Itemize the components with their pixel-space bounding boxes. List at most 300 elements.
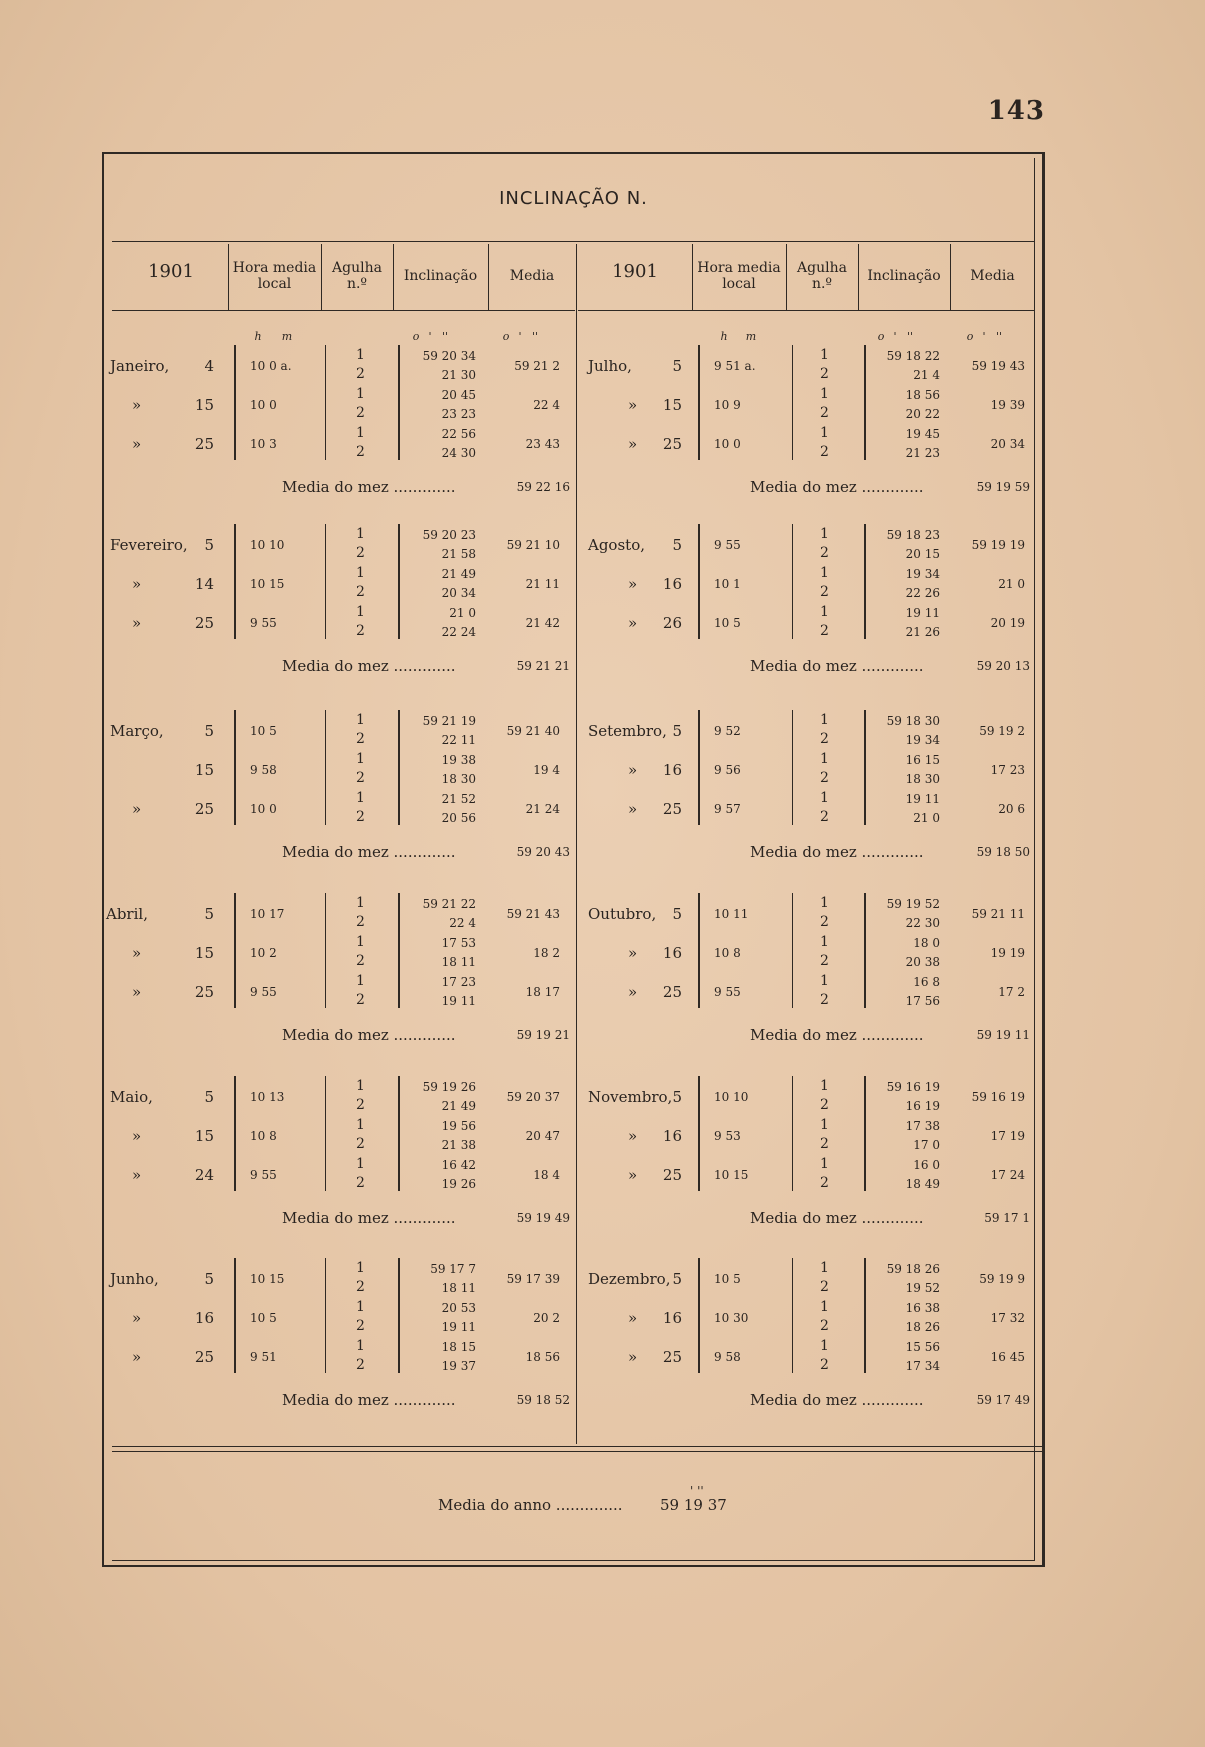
right-m4-r0-agulha-2: 2 (820, 1097, 829, 1113)
left-m4-r0-media: 59 20 37 (506, 1090, 560, 1104)
left-m0-r1-incl-2: 23 23 (441, 407, 476, 421)
left-m1-r1-agulha-2: 2 (356, 584, 365, 600)
right-m0-r0-media: 59 19 43 (971, 359, 1025, 373)
left-m2-r1-agulha-2: 2 (356, 770, 365, 786)
right-m1-r2-day: 26 (662, 614, 682, 632)
right-m1-r2-agulha-2: 2 (820, 623, 829, 639)
right-unit-m: m (745, 330, 757, 343)
right-m0-mez-value: 59 19 59 (976, 480, 1030, 494)
right-unit-inc-deg: o (877, 330, 885, 343)
left-m5-r2-time: 9 51 (250, 1350, 277, 1364)
left-m5-r2-ditto: » (132, 1348, 142, 1366)
left-unit-inc-min: ' (428, 330, 432, 343)
right-m5-month: Dezembro, (588, 1270, 671, 1288)
right-m2-r0-incl-1: 59 18 30 (886, 714, 940, 728)
right-m1-r2-incl-2: 21 26 (905, 625, 940, 639)
left-m2-bar-agulha (325, 710, 326, 825)
left-m0-r1-media: 22 4 (533, 398, 560, 412)
right-m4-r1-time: 9 53 (714, 1129, 741, 1143)
left-m1-r2-agulha-1: 1 (356, 604, 365, 620)
left-m3-r1-agulha-2: 2 (356, 953, 365, 969)
left-m1-r1-incl-2: 20 34 (441, 586, 476, 600)
right-m2-r1-day: 16 (662, 761, 682, 779)
right-m1-r2-agulha-1: 1 (820, 604, 829, 620)
right-m4-r1-day: 16 (662, 1127, 682, 1145)
left-m0-r2-incl-2: 24 30 (441, 446, 476, 460)
left-m0-r2-incl-1: 22 56 (441, 427, 476, 441)
right-m3-r1-agulha-2: 2 (820, 953, 829, 969)
left-m1-bar-agulha (325, 524, 326, 639)
right-m5-mez-label: Media do mez ............. (750, 1391, 924, 1409)
left-m4-r2-time: 9 55 (250, 1168, 277, 1182)
left-m1-r2-incl-2: 22 24 (441, 625, 476, 639)
left-m4-bar-agulha (325, 1076, 326, 1191)
left-m0-r2-media: 23 43 (525, 437, 560, 451)
left-m5-r2-agulha-2: 2 (356, 1357, 365, 1373)
right-m0-r1-agulha-2: 2 (820, 405, 829, 421)
left-m4-r0-time: 10 13 (250, 1090, 285, 1104)
left-m1-mez-value: 59 21 21 (516, 659, 570, 673)
left-m3-r1-day: 15 (194, 944, 214, 962)
right-m5-r2-incl-2: 17 34 (905, 1359, 940, 1373)
left-m3-r2-agulha-2: 2 (356, 992, 365, 1008)
left-m3-bar-incl (398, 893, 400, 1008)
left-m1-r2-media: 21 42 (525, 616, 560, 630)
left-m2-r0-agulha-2: 2 (356, 731, 365, 747)
right-m4-bar-incl (864, 1076, 866, 1191)
left-m2-r2-day: 25 (194, 800, 214, 818)
left-m4-mez-value: 59 19 49 (516, 1211, 570, 1225)
right-m3-r0-agulha-1: 1 (820, 895, 829, 911)
bottom-rule-2 (112, 1451, 1045, 1452)
left-m2-month: Março, (110, 722, 164, 740)
right-m3-r1-ditto: » (628, 944, 638, 962)
right-m0-r0-agulha-2: 2 (820, 366, 829, 382)
right-m2-r1-ditto: » (628, 761, 638, 779)
right-m3-r1-media: 19 19 (990, 946, 1025, 960)
left-m2-r2-ditto: » (132, 800, 142, 818)
left-m4-r0-agulha-2: 2 (356, 1097, 365, 1113)
left-m4-r1-ditto: » (132, 1127, 142, 1145)
right-m1-bar-agulha (792, 524, 793, 639)
left-m3-r1-agulha-1: 1 (356, 934, 365, 950)
left-m3-r2-ditto: » (132, 983, 142, 1001)
left-unit-h: h (254, 330, 262, 343)
right-m2-r0-media: 59 19 2 (979, 724, 1025, 738)
right-m4-r0-time: 10 10 (714, 1090, 749, 1104)
left-m4-r1-time: 10 8 (250, 1129, 277, 1143)
left-m1-r0-agulha-1: 1 (356, 526, 365, 542)
right-m4-r0-day: 5 (672, 1088, 682, 1106)
left-m0-r2-time: 10 3 (250, 437, 277, 451)
left-m4-r2-incl-1: 16 42 (441, 1158, 476, 1172)
right-m0-r0-time: 9 51 a. (714, 359, 756, 373)
left-m2-r0-media: 59 21 40 (506, 724, 560, 738)
left-m2-bar-time (234, 710, 236, 825)
right-m0-r1-media: 19 39 (990, 398, 1025, 412)
left-m4-r0-incl-2: 21 49 (441, 1099, 476, 1113)
left-m3-r1-incl-1: 17 53 (441, 936, 476, 950)
right-m4-r1-agulha-1: 1 (820, 1117, 829, 1133)
left-m4-r1-day: 15 (194, 1127, 214, 1145)
left-m4-r0-agulha-1: 1 (356, 1078, 365, 1094)
right-m1-r0-agulha-2: 2 (820, 545, 829, 561)
right-m4-r1-media: 17 19 (990, 1129, 1025, 1143)
left-m2-r1-incl-1: 19 38 (441, 753, 476, 767)
right-m2-bar-incl (864, 710, 866, 825)
left-m0-r1-ditto: » (132, 396, 142, 414)
left-unit-inc-sec: '' (441, 330, 449, 343)
left-m1-r0-incl-1: 59 20 23 (422, 528, 476, 542)
left-m5-r1-incl-2: 19 11 (441, 1320, 476, 1334)
left-m5-r2-incl-2: 19 37 (441, 1359, 476, 1373)
left-header-media: Media (509, 268, 555, 284)
left-m1-r1-day: 14 (194, 575, 214, 593)
right-header-year: 1901 (612, 261, 658, 282)
left-m3-r2-agulha-1: 1 (356, 973, 365, 989)
right-m0-r2-ditto: » (628, 435, 638, 453)
right-m2-r1-media: 17 23 (990, 763, 1025, 777)
right-m5-r1-day: 16 (662, 1309, 682, 1327)
left-m0-r2-day: 25 (194, 435, 214, 453)
right-m2-r2-day: 25 (662, 800, 682, 818)
left-m4-r2-incl-2: 19 26 (441, 1177, 476, 1191)
right-m5-r1-agulha-1: 1 (820, 1299, 829, 1315)
left-m4-r1-agulha-1: 1 (356, 1117, 365, 1133)
right-m1-r1-time: 10 1 (714, 577, 741, 591)
left-m2-r1-incl-2: 18 30 (441, 772, 476, 786)
left-m5-r1-agulha-2: 2 (356, 1318, 365, 1334)
left-unit-inc-deg: o (412, 330, 420, 343)
left-m5-r2-media: 18 56 (525, 1350, 560, 1364)
right-m3-mez-value: 59 19 11 (976, 1028, 1030, 1042)
right-m3-r2-media: 17 2 (998, 985, 1025, 999)
right-m4-r1-ditto: » (628, 1127, 638, 1145)
right-m1-r1-agulha-1: 1 (820, 565, 829, 581)
right-m5-r0-incl-2: 19 52 (905, 1281, 940, 1295)
left-m0-bar-incl (398, 345, 400, 460)
left-m5-bar-incl (398, 1258, 400, 1373)
left-m5-r1-ditto: » (132, 1309, 142, 1327)
left-m1-bar-time (234, 524, 236, 639)
left-m4-month: Maio, (110, 1088, 153, 1106)
left-m1-r0-day: 5 (204, 536, 214, 554)
right-m3-bar-incl (864, 893, 866, 1008)
left-m4-r2-agulha-2: 2 (356, 1175, 365, 1191)
right-m0-r2-agulha-1: 1 (820, 425, 829, 441)
header-rule-right (578, 310, 1035, 311)
right-m5-r2-day: 25 (662, 1348, 682, 1366)
left-m0-bar-time (234, 345, 236, 460)
right-m5-bar-incl (864, 1258, 866, 1373)
right-m2-r0-incl-2: 19 34 (905, 733, 940, 747)
right-m0-r1-day: 15 (662, 396, 682, 414)
annual-label: Media do anno .............. (438, 1496, 623, 1514)
right-m2-r1-agulha-2: 2 (820, 770, 829, 786)
left-m5-r1-day: 16 (194, 1309, 214, 1327)
right-m0-r2-incl-2: 21 23 (905, 446, 940, 460)
left-m5-r1-time: 10 5 (250, 1311, 277, 1325)
right-m1-r1-agulha-2: 2 (820, 584, 829, 600)
right-unit-med-deg: o (966, 330, 974, 343)
right-m3-r2-ditto: » (628, 983, 638, 1001)
right-m5-r1-incl-1: 16 38 (905, 1301, 940, 1315)
right-m3-r1-incl-1: 18 0 (913, 936, 940, 950)
right-m5-r1-media: 17 32 (990, 1311, 1025, 1325)
left-m5-r1-incl-1: 20 53 (441, 1301, 476, 1315)
left-m2-r0-incl-1: 59 21 19 (422, 714, 476, 728)
left-m1-r0-agulha-2: 2 (356, 545, 365, 561)
right-m3-bar-agulha (792, 893, 793, 1008)
left-m5-r2-incl-1: 18 15 (441, 1340, 476, 1354)
left-m5-r1-agulha-1: 1 (356, 1299, 365, 1315)
left-m5-r0-agulha-1: 1 (356, 1260, 365, 1276)
left-m1-r2-ditto: » (132, 614, 142, 632)
left-m3-r0-incl-1: 59 21 22 (422, 897, 476, 911)
left-m0-r1-agulha-2: 2 (356, 405, 365, 421)
right-m4-bar-time (698, 1076, 700, 1191)
left-m1-r1-ditto: » (132, 575, 142, 593)
right-m5-r2-media: 16 45 (990, 1350, 1025, 1364)
left-m1-r2-day: 25 (194, 614, 214, 632)
right-m4-r1-agulha-2: 2 (820, 1136, 829, 1152)
left-m5-mez-label: Media do mez ............. (282, 1391, 456, 1409)
left-m5-r0-incl-1: 59 17 7 (430, 1262, 476, 1276)
left-unit-m: m (281, 330, 293, 343)
right-m4-r0-incl-2: 16 19 (905, 1099, 940, 1113)
right-m4-r2-incl-2: 18 49 (905, 1177, 940, 1191)
left-m3-r1-time: 10 2 (250, 946, 277, 960)
left-header-hora: Hora media local (232, 260, 317, 292)
left-m2-r2-agulha-1: 1 (356, 790, 365, 806)
left-m5-r0-media: 59 17 39 (506, 1272, 560, 1286)
annual-units: ' '' (690, 1484, 704, 1498)
left-m3-r2-incl-1: 17 23 (441, 975, 476, 989)
right-m0-r2-day: 25 (662, 435, 682, 453)
left-m3-bar-agulha (325, 893, 326, 1008)
left-m0-r0-media: 59 21 2 (514, 359, 560, 373)
left-m2-r0-agulha-1: 1 (356, 712, 365, 728)
right-m1-r0-media: 59 19 19 (971, 538, 1025, 552)
right-m2-r2-ditto: » (628, 800, 638, 818)
right-m1-r2-incl-1: 19 11 (905, 606, 940, 620)
left-header-agulha: Agulha n.º (332, 260, 382, 292)
right-m5-r1-incl-2: 18 26 (905, 1320, 940, 1334)
right-m0-r0-incl-1: 59 18 22 (886, 349, 940, 363)
right-m0-r1-incl-2: 20 22 (905, 407, 940, 421)
title-rule (112, 241, 1035, 242)
right-m3-mez-label: Media do mez ............. (750, 1026, 924, 1044)
left-m4-bar-time (234, 1076, 236, 1191)
right-m5-r1-agulha-2: 2 (820, 1318, 829, 1334)
left-m0-mez-label: Media do mez ............. (282, 478, 456, 496)
left-m1-r2-agulha-2: 2 (356, 623, 365, 639)
left-m1-r1-media: 21 11 (525, 577, 560, 591)
right-m5-r1-time: 10 30 (714, 1311, 749, 1325)
left-m3-r1-ditto: » (132, 944, 142, 962)
right-m2-r0-agulha-1: 1 (820, 712, 829, 728)
left-m2-r2-agulha-2: 2 (356, 809, 365, 825)
left-unit-med-sec: '' (531, 330, 539, 343)
right-m2-r2-agulha-1: 1 (820, 790, 829, 806)
right-m3-r2-incl-1: 16 8 (913, 975, 940, 989)
right-m3-r2-incl-2: 17 56 (905, 994, 940, 1008)
right-m3-r0-agulha-2: 2 (820, 914, 829, 930)
right-m1-mez-label: Media do mez ............. (750, 657, 924, 675)
right-m2-r2-incl-2: 21 0 (913, 811, 940, 825)
left-m3-r0-agulha-1: 1 (356, 895, 365, 911)
left-m5-r0-day: 5 (204, 1270, 214, 1288)
right-m5-r0-agulha-2: 2 (820, 1279, 829, 1295)
left-m0-month: Janeiro, (110, 357, 170, 375)
right-m5-r0-media: 59 19 9 (979, 1272, 1025, 1286)
left-m2-r0-time: 10 5 (250, 724, 277, 738)
left-m1-mez-label: Media do mez ............. (282, 657, 456, 675)
left-m5-r2-agulha-1: 1 (356, 1338, 365, 1354)
right-m1-r0-time: 9 55 (714, 538, 741, 552)
left-m2-r2-incl-1: 21 52 (441, 792, 476, 806)
right-m0-bar-incl (864, 345, 866, 460)
right-m4-r2-time: 10 15 (714, 1168, 749, 1182)
left-m0-r0-agulha-1: 1 (356, 347, 365, 363)
left-m0-r2-ditto: » (132, 435, 142, 453)
right-unit-inc-sec: '' (906, 330, 914, 343)
right-unit-h: h (720, 330, 728, 343)
left-m1-bar-incl (398, 524, 400, 639)
table-title: INCLINAÇÃO N. (499, 188, 648, 209)
right-m2-r2-time: 9 57 (714, 802, 741, 816)
right-m2-r2-agulha-2: 2 (820, 809, 829, 825)
right-m2-r1-time: 9 56 (714, 763, 741, 777)
left-m4-r2-ditto: » (132, 1166, 142, 1184)
right-m5-r2-agulha-2: 2 (820, 1357, 829, 1373)
left-m3-r1-media: 18 2 (533, 946, 560, 960)
left-m2-bar-incl (398, 710, 400, 825)
left-m1-r1-incl-1: 21 49 (441, 567, 476, 581)
right-m3-r0-incl-1: 59 19 52 (886, 897, 940, 911)
right-m1-r0-agulha-1: 1 (820, 526, 829, 542)
left-m2-r1-day: 15 (194, 761, 214, 779)
left-m4-r1-agulha-2: 2 (356, 1136, 365, 1152)
right-m0-bar-time (698, 345, 700, 460)
right-m0-r2-agulha-2: 2 (820, 444, 829, 460)
right-m3-month: Outubro, (588, 905, 657, 923)
right-m3-r2-agulha-2: 2 (820, 992, 829, 1008)
right-unit-med-min: ' (982, 330, 986, 343)
right-m3-r0-day: 5 (672, 905, 682, 923)
left-m4-r2-media: 18 4 (533, 1168, 560, 1182)
left-m0-r1-day: 15 (194, 396, 214, 414)
right-m0-month: Julho, (588, 357, 632, 375)
left-m4-mez-label: Media do mez ............. (282, 1209, 456, 1227)
right-m3-r1-incl-2: 20 38 (905, 955, 940, 969)
left-m2-r0-day: 5 (204, 722, 214, 740)
left-m3-r2-time: 9 55 (250, 985, 277, 999)
right-m2-r0-time: 9 52 (714, 724, 741, 738)
right-m1-r0-incl-1: 59 18 23 (886, 528, 940, 542)
right-m3-r0-incl-2: 22 30 (905, 916, 940, 930)
left-m0-r1-time: 10 0 (250, 398, 277, 412)
right-m3-r0-time: 10 11 (714, 907, 749, 921)
right-m3-r1-agulha-1: 1 (820, 934, 829, 950)
right-header-hora: Hora media local (697, 260, 781, 292)
right-m4-r0-media: 59 16 19 (971, 1090, 1025, 1104)
right-m4-bar-agulha (792, 1076, 793, 1191)
right-m1-r0-incl-2: 20 15 (905, 547, 940, 561)
left-m0-r0-time: 10 0 a. (250, 359, 292, 373)
right-m5-r2-agulha-1: 1 (820, 1338, 829, 1354)
left-m0-r0-incl-2: 21 30 (441, 368, 476, 382)
right-m2-month: Setembro, (588, 722, 667, 740)
right-m1-bar-incl (864, 524, 866, 639)
left-m3-r0-incl-2: 22 4 (449, 916, 476, 930)
left-m4-r0-day: 5 (204, 1088, 214, 1106)
left-m3-mez-value: 59 19 21 (516, 1028, 570, 1042)
left-m4-bar-incl (398, 1076, 400, 1191)
right-m1-r1-media: 21 0 (998, 577, 1025, 591)
right-m0-r1-agulha-1: 1 (820, 386, 829, 402)
left-m5-bar-agulha (325, 1258, 326, 1373)
left-header-inclinacao: Inclinação (403, 268, 478, 284)
right-m3-r1-day: 16 (662, 944, 682, 962)
left-m1-r2-time: 9 55 (250, 616, 277, 630)
right-m4-r0-incl-1: 59 16 19 (886, 1080, 940, 1094)
right-m0-r0-agulha-1: 1 (820, 347, 829, 363)
left-m3-r0-day: 5 (204, 905, 214, 923)
right-m5-r1-ditto: » (628, 1309, 638, 1327)
left-m5-mez-value: 59 18 52 (516, 1393, 570, 1407)
right-m4-mez-value: 59 17 1 (984, 1211, 1030, 1225)
right-m0-r2-time: 10 0 (714, 437, 741, 451)
right-m5-r0-agulha-1: 1 (820, 1260, 829, 1276)
left-m0-r0-incl-1: 59 20 34 (422, 349, 476, 363)
left-m5-r0-time: 10 15 (250, 1272, 285, 1286)
right-m2-r0-agulha-2: 2 (820, 731, 829, 747)
right-m4-r2-day: 25 (662, 1166, 682, 1184)
right-m0-mez-label: Media do mez ............. (750, 478, 924, 496)
left-m1-r0-incl-2: 21 58 (441, 547, 476, 561)
right-m4-r2-incl-1: 16 0 (913, 1158, 940, 1172)
right-m2-r2-incl-1: 19 11 (905, 792, 940, 806)
right-m1-r1-day: 16 (662, 575, 682, 593)
left-m3-mez-label: Media do mez ............. (282, 1026, 456, 1044)
right-m0-r0-day: 5 (672, 357, 682, 375)
right-m2-r1-incl-2: 18 30 (905, 772, 940, 786)
annual-value: 59 19 37 (660, 1496, 727, 1514)
left-m3-bar-time (234, 893, 236, 1008)
left-m2-r1-agulha-1: 1 (356, 751, 365, 767)
right-m1-r2-media: 20 19 (990, 616, 1025, 630)
right-m2-r2-media: 20 6 (998, 802, 1025, 816)
right-m2-bar-time (698, 710, 700, 825)
left-m3-r2-day: 25 (194, 983, 214, 1001)
left-m3-r2-media: 18 17 (525, 985, 560, 999)
header-rule-left (112, 310, 575, 311)
left-m0-r0-day: 4 (204, 357, 214, 375)
left-m3-month: Abril, (106, 905, 148, 923)
right-m4-r2-agulha-1: 1 (820, 1156, 829, 1172)
right-m0-r0-incl-2: 21 4 (913, 368, 940, 382)
right-m2-r1-incl-1: 16 15 (905, 753, 940, 767)
right-m3-r0-media: 59 21 11 (971, 907, 1025, 921)
right-m5-bar-time (698, 1258, 700, 1373)
right-m3-r2-day: 25 (662, 983, 682, 1001)
left-m4-r1-incl-2: 21 38 (441, 1138, 476, 1152)
right-m5-mez-value: 59 17 49 (976, 1393, 1030, 1407)
right-m5-r0-incl-1: 59 18 26 (886, 1262, 940, 1276)
right-m1-month: Agosto, (588, 536, 645, 554)
right-m0-r1-time: 10 9 (714, 398, 741, 412)
